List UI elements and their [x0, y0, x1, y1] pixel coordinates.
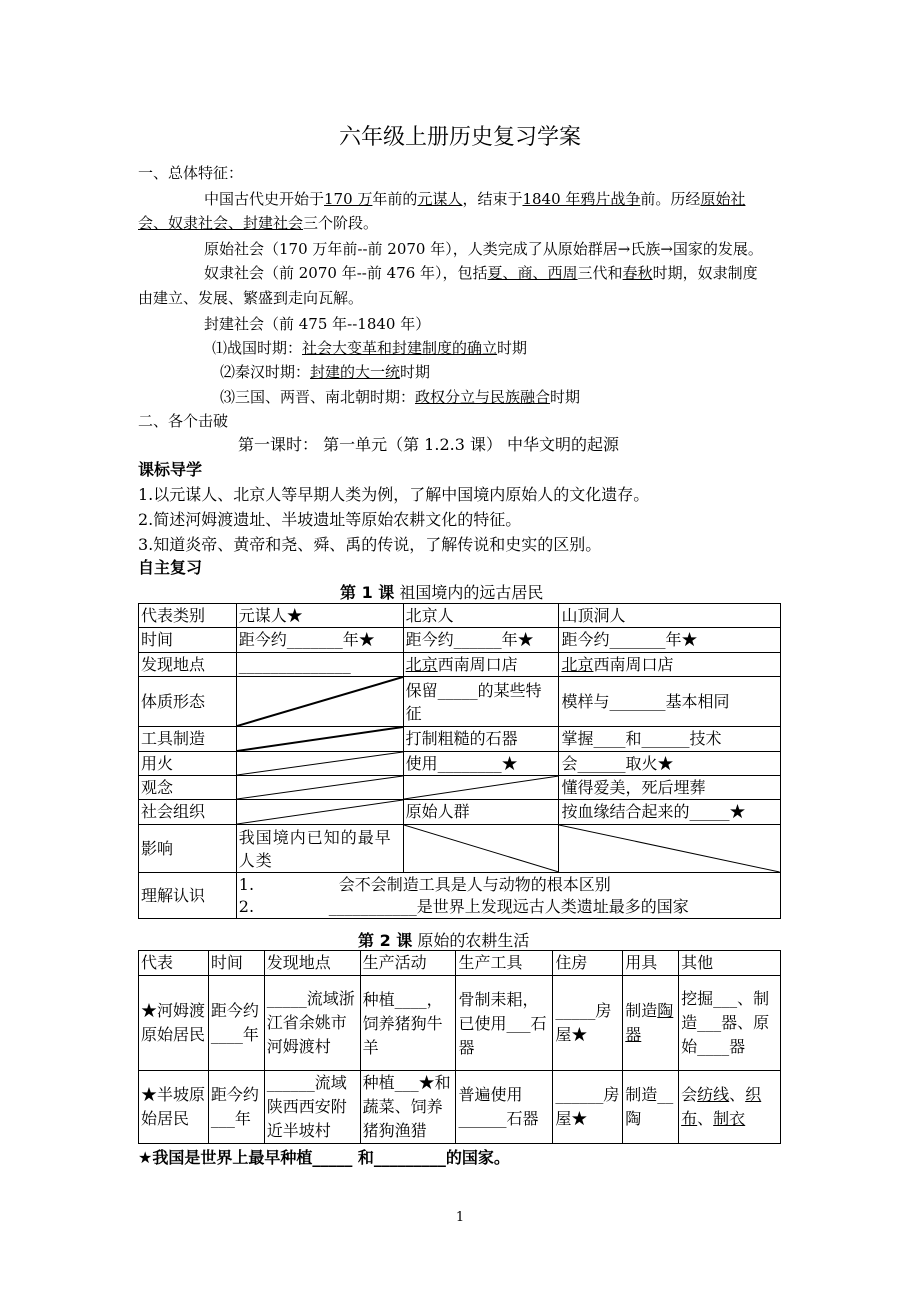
- underlined-text: 政权分立与民族融合: [415, 388, 551, 406]
- table-row: [139, 727, 781, 752]
- cell: _____房屋★: [553, 976, 623, 1071]
- cell: 按血缘结合起来的_____★: [559, 800, 781, 825]
- guide-title: 课标导学: [138, 460, 203, 479]
- text: 前。历经: [640, 190, 701, 208]
- table1-caption: [340, 580, 543, 603]
- underlined-text: 纺线: [697, 1085, 730, 1104]
- table-row: [139, 976, 781, 1071]
- table-row: [139, 604, 781, 628]
- header-cell: 北京人: [403, 604, 559, 628]
- text: 年前的: [372, 190, 418, 208]
- guide-item: 1.以元谋人、北京人等早期人类为例，了解中国境内原始人的文化遗存。: [138, 485, 650, 504]
- text: 时期: [550, 388, 581, 406]
- text: ，结束于: [462, 190, 523, 208]
- table-row: [139, 800, 781, 825]
- cell: 模样与_______基本相同: [559, 677, 781, 727]
- text: 三个阶段。: [303, 214, 379, 232]
- text: 中国古代史开始于: [204, 190, 325, 208]
- empty-diagonal-cell: [236, 800, 403, 825]
- cell: 距今约_______年★: [236, 628, 403, 653]
- caption-title: 祖国境内的远古居民: [394, 583, 544, 602]
- empty-diagonal-cell: [559, 825, 781, 873]
- s1-period-2: [220, 361, 430, 383]
- header-cell: 山顶洞人: [559, 604, 781, 628]
- underlined-text: 原始社: [700, 190, 746, 208]
- cell: [679, 1071, 781, 1144]
- text: 时期: [400, 363, 431, 381]
- cell: 懂得爱美，死后埋葬: [559, 776, 781, 800]
- table-row: [139, 825, 781, 873]
- underlined-text: 夏、商、西周: [487, 264, 578, 282]
- header-cell: 生产活动: [360, 951, 456, 976]
- cell: ______________: [236, 653, 403, 677]
- s1-paragraph-2: 原始社会（170 万年前--前 2070 年），人类完成了从原始群居→氏族→国家的发展。: [204, 240, 763, 258]
- diagonal-line: [559, 825, 780, 872]
- text: 奴隶社会（前 2070 年--前 476 年），包括: [204, 264, 488, 282]
- diagonal-line: [404, 825, 559, 872]
- cell: 掌握____和______技术: [559, 727, 781, 752]
- caption-lesson: 第 2 课: [358, 931, 413, 950]
- cell: 保留_____的某些特征: [403, 677, 559, 727]
- header-cell: 其他: [679, 951, 781, 976]
- cell: _____流域浙江省余姚市河姆渡村: [264, 976, 360, 1071]
- cell: 会______取火★: [559, 752, 781, 776]
- review-title: 自主复习: [138, 558, 203, 577]
- table-row: [139, 752, 781, 776]
- header-cell: 时间: [208, 951, 264, 976]
- cell: 骨制耒耜，已使用___石器: [456, 976, 553, 1071]
- row-label: 社会组织: [139, 800, 237, 825]
- underlined-text: 制衣: [713, 1109, 746, 1128]
- text: 西南周口店: [593, 654, 674, 674]
- text: 西南周口店: [437, 654, 518, 674]
- underlined-text: 170 万: [324, 190, 373, 208]
- underlined-text: 织布: [681, 1085, 762, 1128]
- empty-diagonal-cell: [403, 776, 559, 800]
- section2-heading: 二、各个击破: [138, 412, 229, 430]
- s1-paragraph-3: [204, 262, 758, 284]
- text: 时期: [497, 339, 528, 357]
- text: ⑶三国、两晋、南北朝时期：: [220, 388, 416, 406]
- underlined-text: 元谋人: [417, 190, 463, 208]
- cell: 种植___★和蔬菜、饲养猪狗渔猎: [360, 1071, 456, 1144]
- table-row: [139, 873, 781, 919]
- cell: 我国境内已知的最早人类: [236, 825, 403, 873]
- cell: ______房屋★: [553, 1071, 623, 1144]
- guide-item: 3.知道炎帝、黄帝和尧、舜、禹的传说，了解传说和史实的区别。: [138, 535, 602, 554]
- text: ___________是世界上发现远古人类遗址最多的国家: [328, 896, 689, 916]
- header-cell: 代表类别: [139, 604, 237, 628]
- row-label: 时间: [139, 628, 237, 653]
- row-label: 体质形态: [139, 677, 237, 727]
- underlined-text: 封建的大一统: [310, 363, 401, 381]
- diagonal-line: [237, 776, 403, 799]
- header-cell: 代表: [139, 951, 209, 976]
- header-cell: 生产工具: [456, 951, 553, 976]
- diagonal-line: [237, 752, 403, 775]
- header-cell: 发现地点: [264, 951, 360, 976]
- cell: [236, 873, 780, 919]
- lesson-heading: 第一课时： 第一单元（第 1.2.3 课） 中华文明的起源: [238, 435, 620, 454]
- table-row: [139, 628, 781, 653]
- diagonal-line: [237, 677, 403, 726]
- underlined-text: 会、奴隶社会、封建社会: [138, 214, 304, 232]
- text: 、: [697, 1109, 714, 1128]
- page-number: 1: [455, 1210, 465, 1225]
- s1-period-1: [212, 337, 527, 359]
- text: 制造: [625, 1001, 658, 1020]
- text: 会: [681, 1085, 698, 1104]
- text: 会不会制造工具是人与动物的根本区别: [338, 874, 611, 894]
- underlined-text: 社会大变革和封建制度的确立: [302, 339, 498, 357]
- page-title: 六年级上册历史复习学案: [338, 125, 581, 150]
- cell: 挖掘___、制造___器、原始____器: [679, 976, 781, 1071]
- diagonal-line: [237, 800, 403, 824]
- table-row: [139, 1071, 781, 1144]
- empty-diagonal-cell: [403, 825, 559, 873]
- understand-line-1: [239, 874, 778, 896]
- understand-line-2: [239, 896, 778, 918]
- empty-diagonal-cell: [236, 752, 403, 776]
- cell: 距今约______年★: [403, 628, 559, 653]
- cell: 原始人群: [403, 800, 559, 825]
- header-cell: 住房: [553, 951, 623, 976]
- diagonal-line: [404, 776, 559, 799]
- cell: ★河姆渡原始居民: [139, 976, 209, 1071]
- empty-diagonal-cell: [236, 727, 403, 752]
- cell: 距今约____年: [208, 976, 264, 1071]
- s1-paragraph-4: 封建社会（前 475 年--1840 年）: [204, 315, 431, 333]
- s1-paragraph-1-cont: [138, 212, 378, 234]
- underlined-text: 1840 年鸦片战争: [522, 190, 641, 208]
- header-cell: 用具: [623, 951, 679, 976]
- caption-title: 原始的农耕生活: [412, 931, 530, 950]
- item-number: 1.: [238, 874, 255, 894]
- underlined-text: 北京: [405, 654, 438, 674]
- cell: 打制粗糙的石器: [403, 727, 559, 752]
- caption-lesson: 第 1 课: [340, 583, 395, 602]
- table-row: [139, 776, 781, 800]
- diagonal-line: [237, 727, 403, 751]
- table-lesson2: [138, 950, 781, 1144]
- empty-diagonal-cell: [236, 776, 403, 800]
- row-label: 发现地点: [139, 653, 237, 677]
- table-lesson1: [138, 603, 781, 919]
- cell: [559, 653, 781, 677]
- footer-note: ★我国是世界上最早种植_____ 和_________的国家。: [138, 1148, 510, 1167]
- header-cell: 元谋人★: [236, 604, 403, 628]
- table2-caption: [358, 928, 529, 951]
- text: 时期，奴隶制度: [652, 264, 758, 282]
- cell: 距今约___年: [208, 1071, 264, 1144]
- empty-diagonal-cell: [236, 677, 403, 727]
- cell: [403, 653, 559, 677]
- row-label: 工具制造: [139, 727, 237, 752]
- text: ⑵秦汉时期：: [220, 363, 311, 381]
- s1-paragraph-3-cont: 由建立、发展、繁盛到走向瓦解。: [138, 289, 364, 307]
- section1-heading: 一、总体特征：: [138, 164, 244, 182]
- cell: [623, 976, 679, 1071]
- row-label: 观念: [139, 776, 237, 800]
- cell: ★半坡原始居民: [139, 1071, 209, 1144]
- cell: ______流域陕西西安附近半坡村: [264, 1071, 360, 1144]
- table-row: [139, 951, 781, 976]
- cell: 距今约_______年★: [559, 628, 781, 653]
- table-row: [139, 653, 781, 677]
- text: 、: [729, 1085, 746, 1104]
- cell: 制造__陶: [623, 1071, 679, 1144]
- underlined-text: 陶器: [625, 1001, 674, 1044]
- cell: 使用________★: [403, 752, 559, 776]
- text: 三代和: [577, 264, 623, 282]
- s1-paragraph-1: [204, 188, 745, 210]
- row-label: 用火: [139, 752, 237, 776]
- cell: 普遍使用______石器: [456, 1071, 553, 1144]
- underlined-text: 春秋: [622, 264, 653, 282]
- cell: 种植____，饲养猪狗牛羊: [360, 976, 456, 1071]
- s1-period-3: [220, 386, 580, 408]
- row-label: 影响: [139, 825, 237, 873]
- row-label: 理解认识: [139, 873, 237, 919]
- text: ⑴战国时期：: [212, 339, 303, 357]
- underlined-text: 北京: [561, 654, 594, 674]
- item-number: 2.: [238, 896, 255, 916]
- guide-item: 2.简述河姆渡遗址、半坡遗址等原始农耕文化的特征。: [138, 510, 522, 529]
- table-row: [139, 677, 781, 727]
